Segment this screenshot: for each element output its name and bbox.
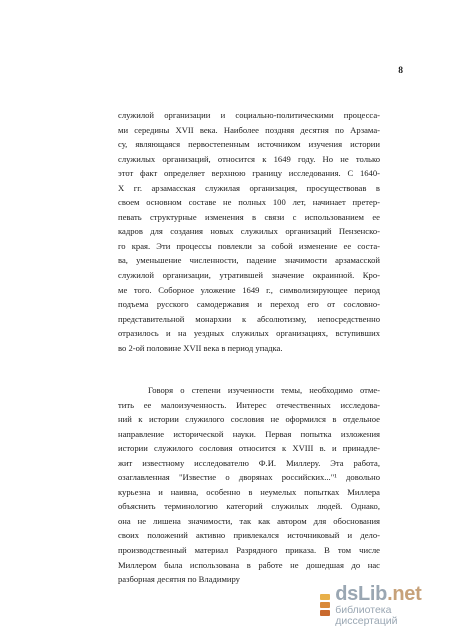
- text-line: кадров для создания новых служилых организаций Пензенско-: [118, 226, 380, 237]
- books-icon: [318, 592, 331, 618]
- paragraph-historiography: [118, 383, 380, 587]
- text-line: озаглавленная "Известие о дворянах российских..."¹ довольно: [118, 472, 380, 483]
- dslib-watermark: [318, 584, 450, 626]
- text-line: курьезна и наивна, особенно в неумелых попытках Миллера: [118, 486, 380, 497]
- text-line: певать структурные изменения в связи с использованием ее: [118, 211, 380, 222]
- text-line: представительной монархии к абсолютизму, непосредственно: [118, 313, 380, 324]
- text-line: су, являющаяся первостепенным источником изучения истории: [118, 139, 380, 150]
- text-line: Говоря о степени изученности темы, необходимо отме-: [148, 385, 380, 395]
- text-line: ме того. Соборное уложение 1649 г., символизирующее период: [118, 284, 380, 295]
- text-line: отразилось и на уездных служилых организациях, вступивших: [118, 328, 380, 339]
- text-line: разборная десятня по Владимиру: [118, 574, 240, 585]
- text-line: ва, уменьшение численности, падение значимости арзамасской: [118, 255, 380, 266]
- text-line: объяснить терминологию категорий служилых людей. Однако,: [118, 501, 380, 512]
- text-line: служилой организации и социально-политическими процесса-: [118, 110, 380, 120]
- text-line: X гг. арзамасская служилая организация, просуществовав в: [118, 182, 380, 193]
- text-line: подъема русского самодержавия и переход его от сословно-: [118, 299, 380, 310]
- text-line: истории служилого сословия относится к XVIII в. и принадле-: [118, 443, 380, 454]
- text-line: служилых организаций, относится к 1649 году. Но не только: [118, 153, 380, 164]
- watermark-brand: dsLib.net: [335, 583, 422, 605]
- text-line: жит известному исследователю Ф.И. Миллеру. Эта работа,: [118, 457, 380, 468]
- text-line: своем основном составе не полных 100 лет, начинает претер-: [118, 197, 380, 208]
- text-line: ний к истории служилого сословия не оформился в отдельное: [118, 414, 380, 425]
- text-line: этот факт определяет верхнюю границу исследования. С 1640-: [118, 168, 380, 179]
- text-line: своих положений активно привлекался источниковый и дело-: [118, 530, 380, 541]
- text-line: служилой организации, утратившей значение окраинной. Кро-: [118, 270, 380, 281]
- text-line: во 2-ой половине XVII века в период упадка.: [118, 342, 283, 353]
- text-line: Миллером была использована в работе не дошедшая до нас: [118, 559, 380, 570]
- text-line: тить ее малоизученность. Интерес отечественных исследова-: [118, 399, 380, 410]
- text-line: ми середины XVII века. Наиболее поздняя десятня по Арзама-: [118, 124, 380, 135]
- text-line: го края. Эти процессы повлекли за собой изменение ее соста-: [118, 240, 380, 251]
- text-line: направление исторической науки. Первая попытка изложения: [118, 428, 380, 439]
- text-line: производственный материал Разрядного приказа. В том числе: [118, 545, 380, 556]
- text-line: она не лишена значимости, так как автором для обоснования: [118, 515, 380, 526]
- watermark-subtitle: библиотека диссертаций: [335, 604, 398, 627]
- paragraph-scope-rationale: [118, 108, 380, 355]
- page-number: 8: [398, 66, 403, 76]
